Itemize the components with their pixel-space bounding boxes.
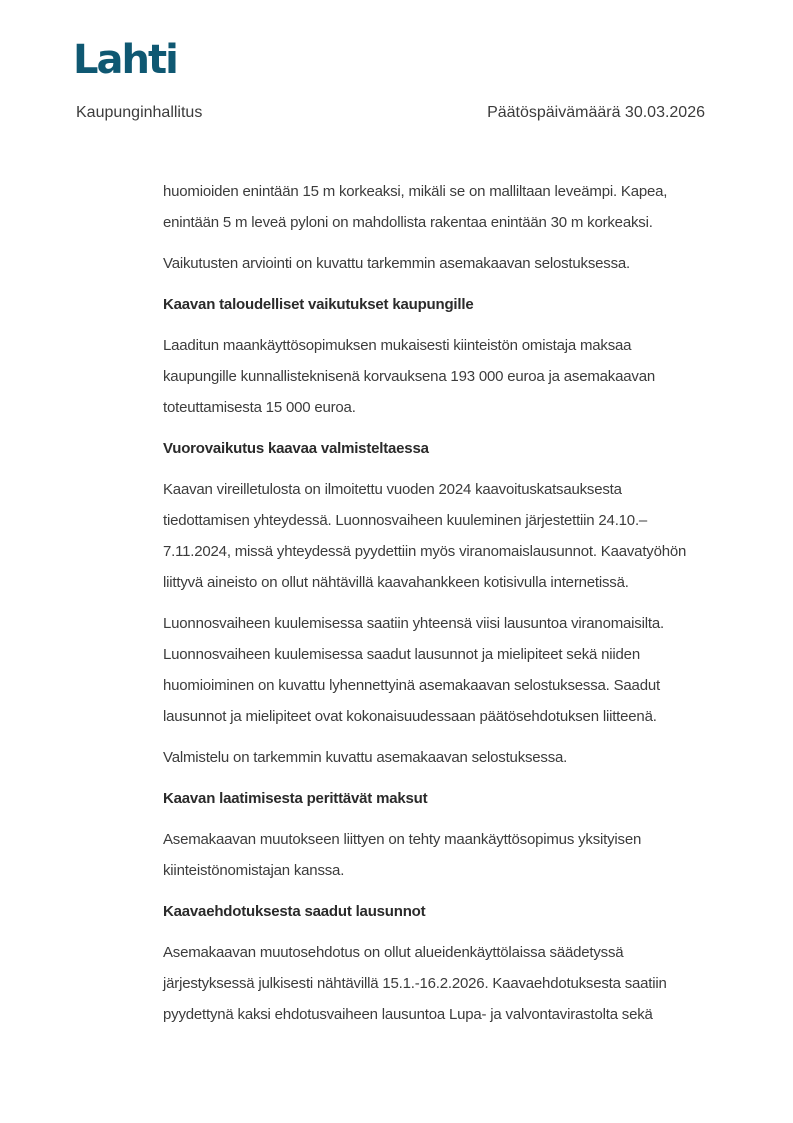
text-line: Luonnosvaiheen kuulemisessa saadut lausunnot ja mielipiteet sekä niiden (163, 646, 640, 663)
text-line: Laaditun maankäyttösopimuksen mukaisesti kiinteistön omistaja maksaa (163, 337, 632, 354)
text-line: Vuorovaikutus kaavaa valmisteltaessa (163, 440, 429, 457)
decision-date: Päätöspäivämäärä 30.03.2026 (487, 104, 705, 121)
section-heading (163, 896, 705, 927)
text-line: Kaavan taloudelliset vaikutukset kaupungille (163, 296, 474, 313)
text-line: lausunnot ja mielipiteet ovat kokonaisuudessaan päätösehdotuksen liitteenä. (163, 708, 657, 725)
document-header (76, 104, 705, 122)
text-line: Kaavan laatimisesta perittävät maksut (163, 790, 428, 807)
body-paragraph (163, 330, 705, 423)
section-heading (163, 289, 705, 320)
text-line: Luonnosvaiheen kuulemisessa saatiin yhteensä viisi lausuntoa viranomaisilta. (163, 615, 664, 632)
text-line: Asemakaavan muutokseen liittyen on tehty maankäyttösopimus yksityisen (163, 831, 642, 848)
text-line: huomioiden enintään 15 m korkeaksi, mikäli se on malliltaan leveämpi. Kapea, (163, 183, 668, 200)
text-line: toteuttamisesta 15 000 euroa. (163, 399, 356, 416)
text-line: liittyvä aineisto on ollut nähtävillä kaavahankkeen kotisivulla internetissä. (163, 574, 629, 591)
text-line: 7.11.2024, missä yhteydessä pyydettiin myös viranomaislausunnot. Kaavatyöhön (163, 543, 687, 560)
body-paragraph (163, 474, 705, 598)
text-line: enintään 5 m leveä pyloni on mahdollista rakentaa enintään 30 m korkeaksi. (163, 214, 653, 231)
body-paragraph (163, 824, 705, 886)
text-line: kiinteistönomistajan kanssa. (163, 862, 345, 879)
section-heading (163, 433, 705, 464)
text-line: Valmistelu on tarkemmin kuvattu asemakaavan selostuksessa. (163, 749, 568, 766)
text-line: Kaavaehdotuksesta saadut lausunnot (163, 903, 426, 920)
body-paragraph (163, 176, 705, 238)
body-paragraph (163, 248, 705, 279)
text-line: järjestyksessä julkisesti nähtävillä 15.1.-16.2.2026. Kaavaehdotuksesta saatiin (163, 975, 667, 992)
text-line: huomioiminen on kuvattu lyhennettyinä asemakaavan selostuksessa. Saadut (163, 677, 660, 694)
text-line: kaupungille kunnallisteknisenä korvauksena 193 000 euroa ja asemakaavan (163, 368, 655, 385)
body-paragraph (163, 937, 705, 1030)
document-body (163, 176, 705, 1040)
committee-name: Kaupunginhallitus (76, 104, 203, 121)
text-line: Asemakaavan muutosehdotus on ollut alueidenkäyttölaissa säädetyssä (163, 944, 624, 961)
body-paragraph (163, 742, 705, 773)
text-line: Vaikutusten arviointi on kuvattu tarkemmin asemakaavan selostuksessa. (163, 255, 630, 272)
body-paragraph (163, 608, 705, 732)
text-line: tiedottamisen yhteydessä. Luonnosvaiheen kuuleminen järjestettiin 24.10.– (163, 512, 648, 529)
text-line: pyydettynä kaksi ehdotusvaiheen lausuntoa Lupa- ja valvontavirastolta sekä (163, 1006, 653, 1023)
lahti-city-logo: Lahti (73, 37, 177, 83)
section-heading (163, 783, 705, 814)
text-line: Kaavan vireilletulosta on ilmoitettu vuoden 2024 kaavoituskatsauksesta (163, 481, 622, 498)
